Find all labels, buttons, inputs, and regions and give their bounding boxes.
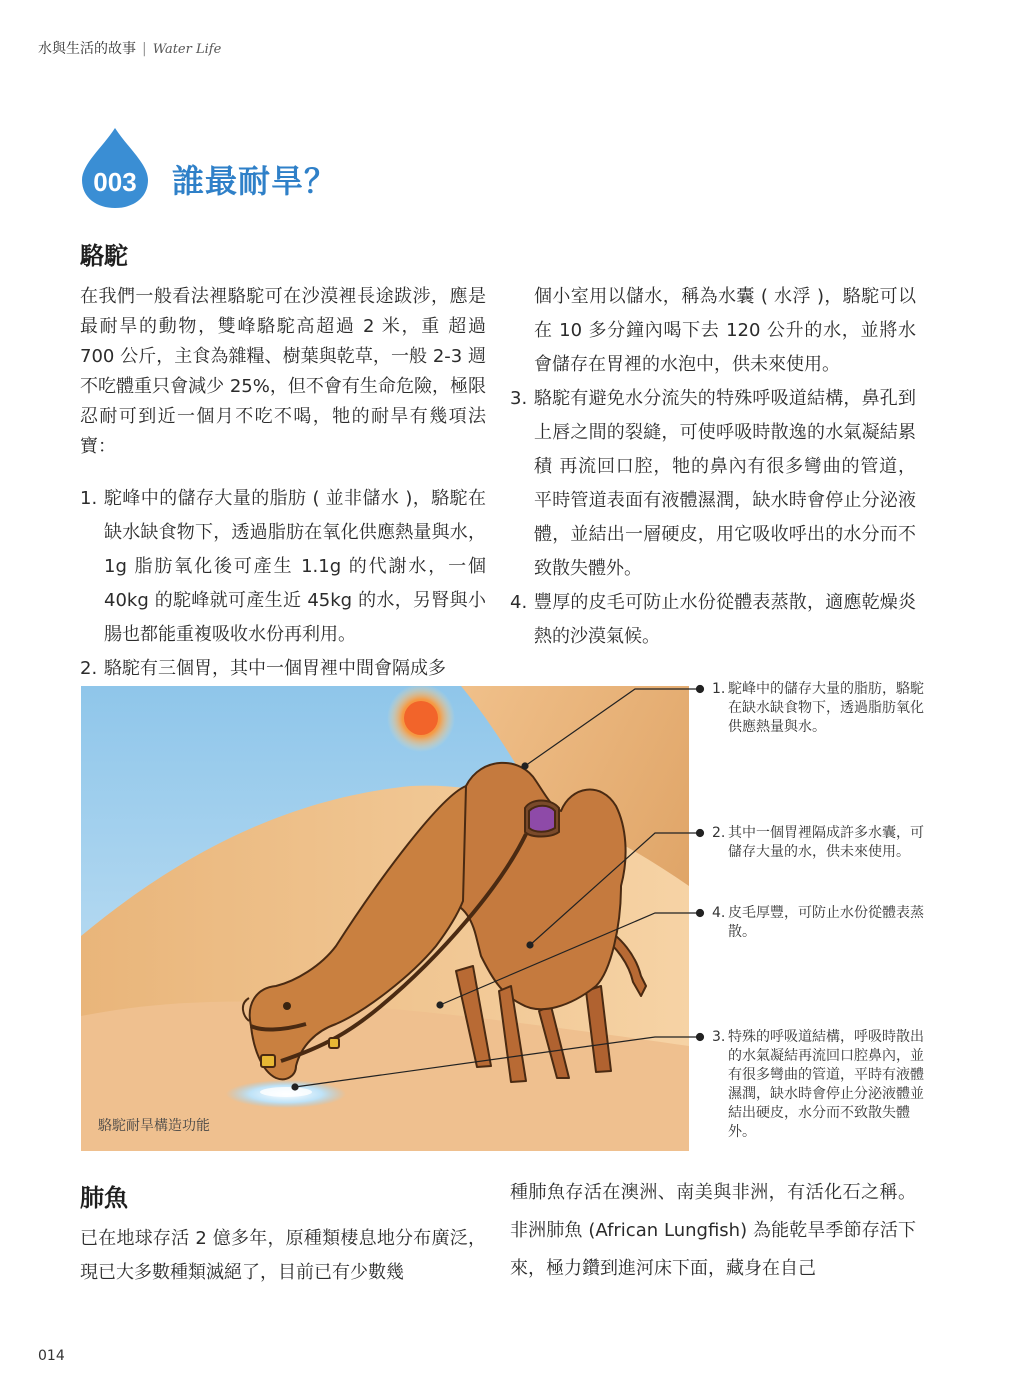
list-item-number: 4.: [510, 592, 528, 613]
camel-list-left: [80, 482, 486, 686]
lungfish-paragraph-left: 已在地球存活 2 億多年，原種類棲息地分布廣泛，現已大多數種類滅絕了，目前已有少數幾: [80, 1228, 486, 1283]
list-item-text: 駱駝有三個胃，其中一個胃裡中間會隔成多: [104, 658, 446, 679]
camel-left-column: [80, 282, 486, 686]
callout-number: 4.: [712, 905, 726, 921]
list-item-text: 豐厚的皮毛可防止水份從體表蒸散，適應乾燥炎熱的沙漠氣候。: [534, 592, 916, 647]
callout-label: 特殊的呼吸道結構，呼吸時散出的水氣凝結再流回口腔鼻內，並有很多彎曲的管道，平時有液體濕潤，缺水時會停止分泌液體並結出硬皮，水分而不致散失體外。: [728, 1029, 924, 1140]
list-item-number: 1.: [80, 488, 98, 509]
chapter-title: 誰最耐旱？: [172, 162, 338, 200]
page-number: 014: [38, 1348, 65, 1364]
running-head-title: 水與生活的故事: [38, 41, 136, 57]
lungfish-paragraph-right: 種肺魚存活在澳洲、南美與非洲，有活化石之稱。非洲肺魚 (African Lungfish) 為能乾旱季節存活下來，極力鑽到進河床下面，藏身在自己: [510, 1182, 916, 1279]
camel-intro-paragraph: 在我們一般看法裡駱駝可在沙漠裡長途跋涉，應是最耐旱的動物，雙峰駱駝高超過 2 米，重 超過 700 公斤，主食為雜糧、樹葉與乾草，一般 2-3 週不吃體重只會減少 25%，但不會有生命危險，極限忍耐可到近一個月不吃不喝，牠的耐旱有幾項法寶：: [80, 286, 486, 457]
list-item-text: 駝峰中的儲存大量的脂肪 ( 並非儲水 )，駱駝在缺水缺食物下，透過脂肪在氧化供應熱量與水，1g 脂肪氧化後可產生 1.1g 的代謝水，一個 40kg 的駝峰就可產生近 45kg 的水，另腎與小腸也都能重複吸收水份再利用。: [104, 488, 486, 645]
chapter-number: 003: [93, 167, 137, 197]
list-item-number: 2.: [80, 658, 98, 679]
list-item-continuation: 個小室用以儲水，稱為水囊 ( 水浮 )，駱駝可以在 10 多分鐘內喝下去 120 公升的水，並將水會儲存在胃裡的水泡中，供未來使用。: [534, 286, 916, 375]
callout-fur: [712, 904, 924, 942]
callout-label: 駝峰中的儲存大量的脂肪，駱駝在缺水缺食物下，透過脂肪氧化供應熱量與水。: [728, 681, 924, 735]
list-item-text: 駱駝有避免水分流失的特殊呼吸道結構，鼻孔到上唇之間的裂縫，可使呼吸時散逸的水氣凝結累積 再流回口腔，牠的鼻內有很多彎曲的管道，平時管道表面有液體濕潤，缺水時會停止分泌液體，並結出一層硬皮，用它吸收呼出的水分而不致散失體外。: [534, 388, 916, 579]
callout-number: 1.: [712, 681, 726, 697]
camel-right-column: [510, 280, 916, 654]
water-drop-icon: [80, 126, 150, 210]
list-item: [510, 382, 916, 586]
camel-illustration: [81, 686, 689, 1151]
figure-caption: 駱駝耐旱構造功能: [98, 1118, 210, 1134]
callout-label: 其中一個胃裡隔成許多水囊，可儲存大量的水，供未來使用。: [728, 825, 924, 860]
chapter-badge: [80, 126, 150, 210]
callout-respiratory: [712, 1028, 924, 1142]
callout-number: 2.: [712, 825, 726, 841]
camel-drinking-image: [81, 686, 689, 1151]
callout-label: 皮毛厚豐，可防止水份從體表蒸散。: [728, 905, 924, 940]
running-head-subtitle: Water Life: [152, 42, 222, 57]
lungfish-left-column: [80, 1222, 486, 1290]
list-item-number: 3.: [510, 388, 528, 409]
list-item: [80, 652, 486, 686]
lungfish-right-column: [510, 1174, 916, 1288]
list-item: [510, 586, 916, 654]
section-heading-lungfish: 肺魚: [80, 1184, 128, 1212]
list-item: [80, 482, 486, 652]
callout-stomach: [712, 824, 924, 862]
camel-list-right: [510, 382, 916, 654]
callout-number: 3.: [712, 1029, 726, 1045]
running-head: [38, 38, 221, 58]
section-heading-camel: 駱駝: [80, 242, 128, 270]
running-head-separator: |: [142, 41, 147, 57]
callout-hump: [712, 680, 924, 737]
